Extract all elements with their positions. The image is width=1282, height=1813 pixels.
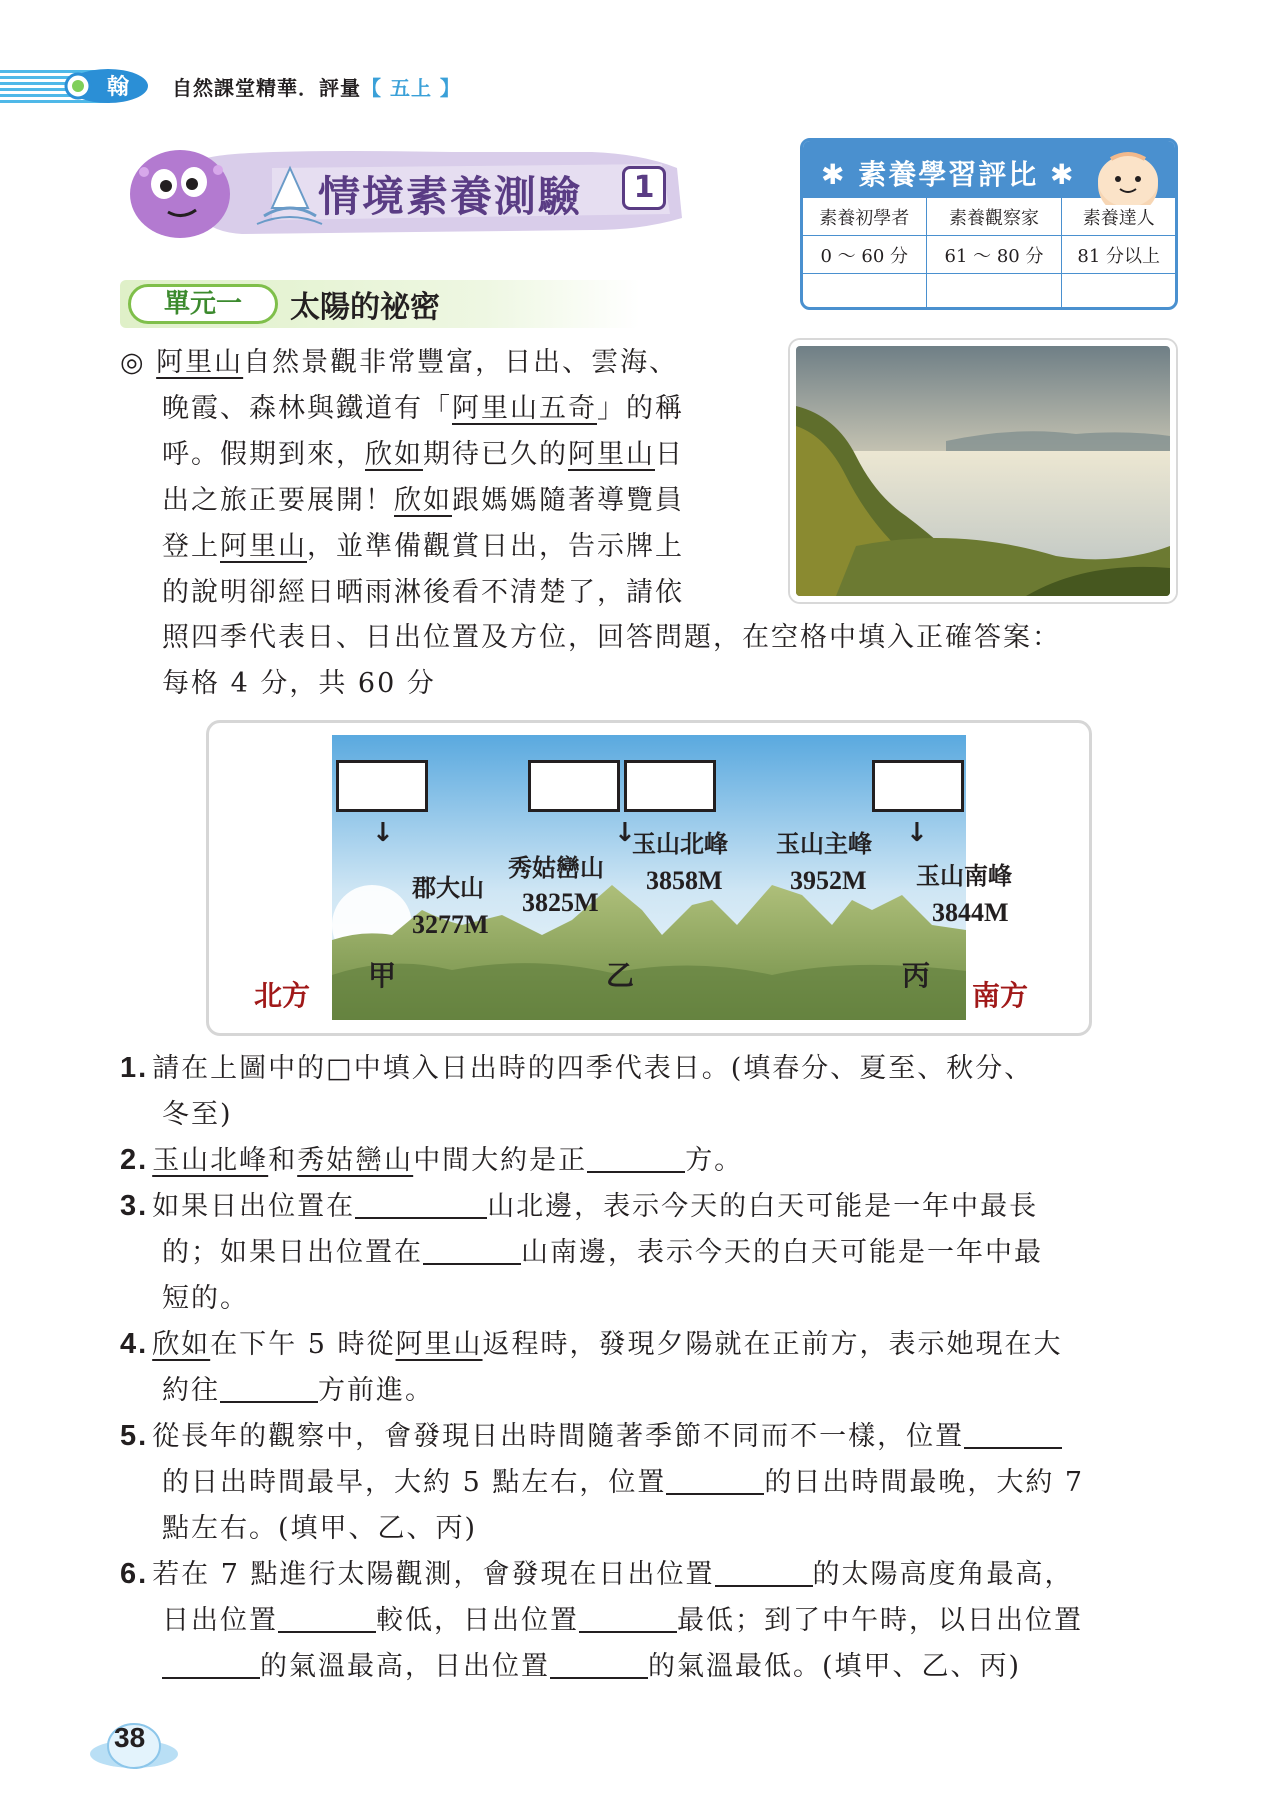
- grade-label: 【 五上 】: [361, 76, 461, 100]
- level-1-check[interactable]: [803, 274, 926, 311]
- answer-blank[interactable]: [666, 1465, 764, 1495]
- question-1: 1. 請在上圖中的□中填入日出時的四季代表日。(填春分、夏至、秋分、 冬至): [120, 1052, 1034, 1130]
- peak-height-yushan-north: 3858M: [646, 866, 723, 895]
- peak-height-jundashan: 3277M: [412, 910, 489, 939]
- arrow-down-icon: ↓: [906, 818, 928, 848]
- answer-blank[interactable]: [355, 1189, 487, 1219]
- rating-table: [800, 138, 1178, 310]
- question-2: 2. 玉山北峰和秀姑巒山中間大約是正 方。: [120, 1144, 744, 1176]
- level-2-check[interactable]: [926, 274, 1062, 311]
- answer-blank[interactable]: [423, 1235, 521, 1265]
- season-answer-box-1[interactable]: [336, 760, 428, 812]
- level-1-range: 0 ～ 60 分: [803, 236, 926, 274]
- peak-height-yushan-main: 3952M: [790, 866, 867, 895]
- season-answer-box-4[interactable]: [872, 760, 964, 812]
- answer-blank[interactable]: [964, 1419, 1062, 1449]
- answer-blank[interactable]: [579, 1603, 677, 1633]
- south-label: 南方: [972, 979, 1029, 1012]
- season-answer-box-2[interactable]: [528, 760, 620, 812]
- peak-height-yushan-south: 3844M: [932, 898, 1009, 927]
- north-label: 北方: [254, 979, 311, 1012]
- rating-header: [803, 141, 1175, 197]
- peak-name-yushan-south: 玉山南峰: [916, 861, 1012, 890]
- level-3-range: 81 分以上: [1062, 236, 1175, 274]
- answer-blank[interactable]: [278, 1603, 376, 1633]
- answer-blank[interactable]: [220, 1373, 318, 1403]
- peak-name-yushan-north: 玉山北峰: [632, 829, 728, 858]
- peak-name-yushan-main: 玉山主峰: [776, 829, 872, 858]
- intro-paragraph: ◎ 阿里山自然景觀非常豐富，日出、雲海、 晚霞、森林與鐵道有「阿里山五奇」的稱 呼。假期到來，欣如期待已久的阿里山日 出之旅正要展開！欣如跟媽媽隨著導覽員 登上阿里山，並準備觀賞日出，告示牌上 的說明卻經日晒雨淋後看不清楚了，請依: [120, 347, 684, 608]
- page-number: 38: [114, 1722, 146, 1753]
- answer-blank[interactable]: [587, 1143, 685, 1173]
- brand-text: 翰: [106, 75, 130, 100]
- peak-name-jundashan: 郡大山: [412, 873, 484, 902]
- question-4: 4. 欣如在下午 5 時從阿里山返程時，發現夕陽就在正前方，表示她現在大 約往 方前進。: [120, 1328, 1063, 1406]
- peak-name-xiuguluanshan: 秀姑巒山: [508, 853, 604, 882]
- page-title: 情境素養測驗: [318, 172, 583, 221]
- position-jia: 甲: [368, 959, 397, 992]
- answer-blank[interactable]: [715, 1557, 813, 1587]
- unit-name: 太陽的祕密: [290, 290, 440, 325]
- alien-mascot-icon: [130, 150, 230, 238]
- answer-blank[interactable]: [162, 1649, 260, 1679]
- smiling-face-icon: [1091, 145, 1165, 205]
- level-3-check[interactable]: [1062, 274, 1175, 311]
- level-3-label: 素養達人: [1062, 198, 1175, 236]
- answer-blank[interactable]: [550, 1649, 648, 1679]
- book-title-text: 自然課堂精華．評量: [172, 76, 361, 100]
- peak-height-xiuguluanshan: 3825M: [522, 888, 599, 917]
- rating-grid: [803, 197, 1175, 310]
- position-yi: 乙: [606, 959, 635, 992]
- brand-logo-icon: [60, 66, 150, 106]
- rating-title: ✱ 素養學習評比 ✱: [821, 158, 1076, 191]
- question-5: 5. 從長年的觀察中，會發現日出時間隨著季節不同而不一樣，位置 的日出時間最早，大約 5 點左右，位置 的日出時間最晚，大約 7 點左右。(填甲、乙、丙): [120, 1420, 1085, 1544]
- alishan-sea-of-clouds-photo: [790, 340, 1176, 602]
- intro-paragraph-continued: 照四季代表日、日出位置及方位，回答問題，在空格中填入正確答案： 每格 4 分，共 60 分: [162, 622, 1061, 699]
- level-2-range: 61 ～ 80 分: [926, 236, 1062, 274]
- position-bing: 丙: [902, 959, 931, 992]
- title-number: 1: [622, 166, 666, 210]
- level-1-label: 素養初學者: [803, 198, 926, 236]
- question-3: 3. 如果日出位置在 山北邊，表示今天的白天可能是一年中最長 的；如果日出位置在 山南邊，表示今天的白天可能是一年中最 短的。: [120, 1190, 1043, 1314]
- unit-tag: 單元一: [128, 284, 278, 324]
- question-6: 6. 若在 7 點進行太陽觀測，會發現在日出位置 的太陽高度角最高， 日出位置 較低，日出位置 最低；到了中午時，以日出位置 的氣溫最高，日出位置 的氣溫最低。(填甲、乙、丙): [120, 1558, 1083, 1682]
- book-title: [172, 72, 461, 101]
- arrow-down-icon: ↓: [372, 818, 394, 848]
- season-answer-box-3[interactable]: [624, 760, 716, 812]
- arrow-down-icon: ↓: [614, 818, 636, 848]
- level-2-label: 素養觀察家: [926, 198, 1062, 236]
